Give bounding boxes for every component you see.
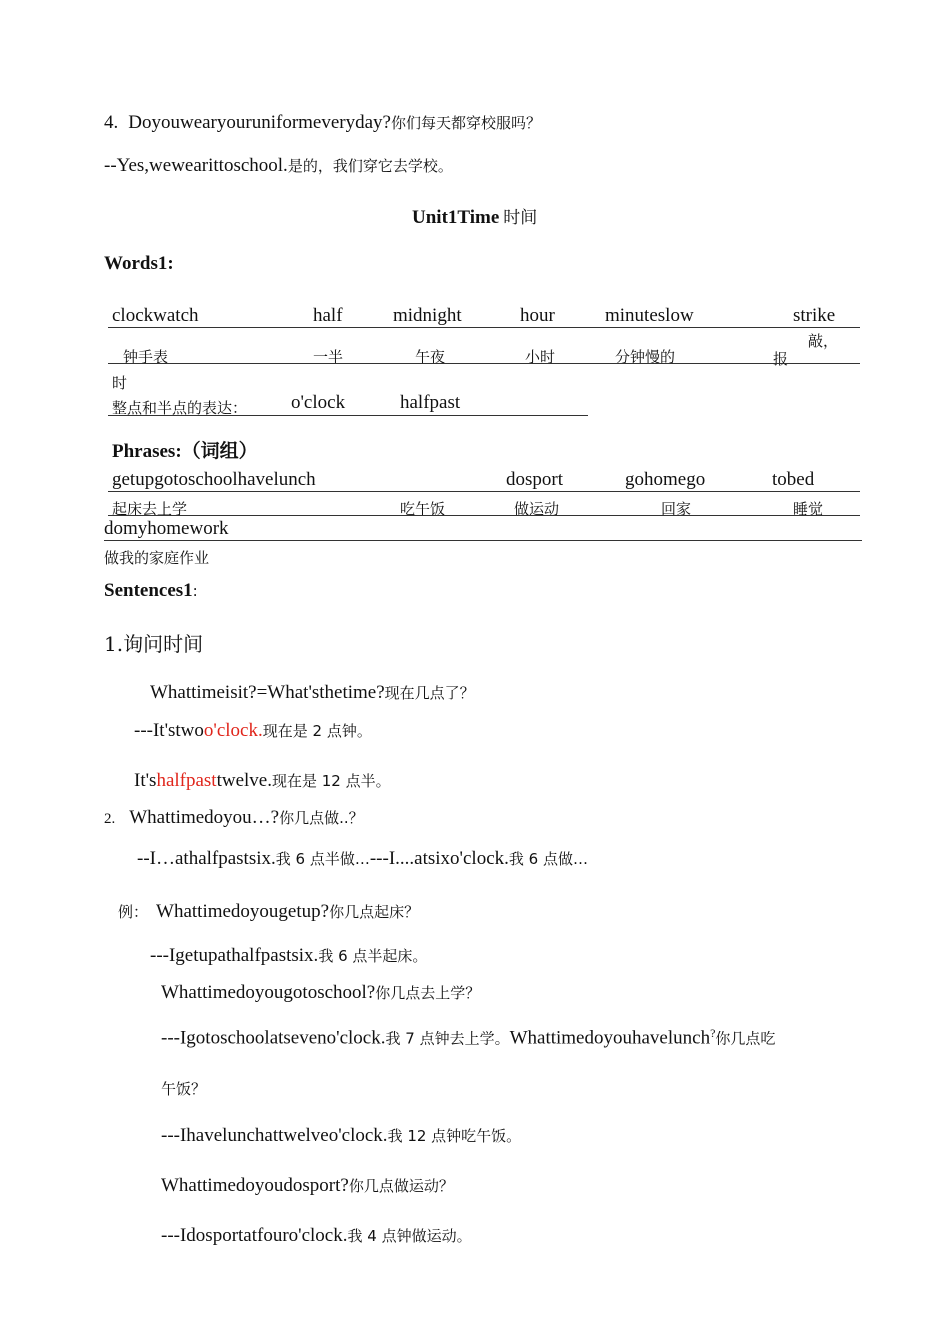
phrase-english: dosport (506, 469, 563, 490)
phrase-chinese: 做我的家庭作业 (104, 549, 210, 567)
word-english: clockwatch (112, 305, 199, 326)
word-chinese: 一半 (313, 348, 344, 366)
word-chinese: 敲， (808, 332, 839, 350)
words-heading: Words1: (104, 253, 174, 274)
phrase-chinese: 吃午饭 (400, 500, 446, 518)
expression-oclock: o'clock (291, 392, 346, 413)
table-divider (108, 327, 860, 328)
example-1-answer: ---Igetupathalfpastsix.我 6 点半起床。 (150, 945, 428, 966)
word-chinese-overflow: 时 (112, 374, 128, 392)
word-english: minuteslow (605, 305, 694, 326)
question-number: 4. (104, 112, 119, 133)
word-english: midnight (393, 305, 462, 326)
word-chinese: 午夜 (415, 348, 446, 366)
phrase-english: tobed (772, 469, 815, 490)
highlight-oclock: o'clock. (203, 720, 263, 741)
example-4-answer: ---Idosportatfouro'clock.我 4 点钟做运动。 (161, 1225, 472, 1246)
example-1-question: 例： Whattimedoyougetup?你几点起床？ (118, 901, 420, 922)
table-divider (108, 415, 588, 416)
word-chinese: 分钟慢的 (615, 348, 676, 366)
phrase-english: domyhomework (104, 518, 229, 539)
section-1-answer-1: ---It'stwoo'clock.现在是 2 点钟。 (134, 720, 372, 741)
sentences-heading: Sentences1: (104, 580, 198, 601)
answer-chinese: 是的，我们穿它去学校。 (287, 157, 453, 175)
word-english: half (313, 305, 343, 326)
word-english: hour (520, 305, 555, 326)
example-2-answer: ---Igotoschoolatseveno'clock.我 7 点钟去上学。Whattimedoyouhavelunch?你几点吃 (161, 1026, 776, 1049)
phrase-english: getupgotoschoolhavelunch (112, 469, 316, 490)
expression-halfpast: halfpast (400, 392, 461, 413)
example-4-question: Whattimedoyoudosport?你几点做运动？ (161, 1175, 454, 1196)
example-3-answer: ---Ihavelunchattwelveo'clock.我 12 点钟吃午饭。 (161, 1125, 522, 1146)
section-1-answer-2: It'shalfpasttwelve.现在是 12 点半。 (134, 770, 391, 791)
section-1-title: 1.询问时间 (104, 632, 204, 656)
table-divider (104, 540, 862, 541)
phrase-chinese: 睡觉 (793, 500, 824, 518)
section-2-question: 2. Whattimedoyou…?你几点做..？ (104, 807, 364, 828)
phrase-chinese: 做运动 (514, 500, 560, 518)
phrase-english: gohomego (625, 469, 706, 490)
example-2-question: Whattimedoyougotoschool?你几点去上学？ (161, 982, 481, 1003)
unit-title (412, 203, 537, 229)
question-english: Doyouwearyouruniformeveryday? (128, 112, 391, 133)
question-4 (104, 112, 541, 134)
question-chinese: 你们每天都穿校服吗？ (390, 114, 541, 132)
answer-english: --Yes,wewearittoschool. (104, 155, 288, 176)
section-2-answer: --I…athalfpastsix.我 6 点半做…---I....atsixo'clock.我 6 点做… (137, 848, 588, 869)
word-chinese: 小时 (525, 348, 556, 366)
phrase-chinese: 回家 (661, 500, 692, 518)
word-chinese: 报 (773, 350, 789, 368)
unit-title-english: Unit1Time (412, 207, 500, 228)
word-english: strike (793, 305, 836, 326)
word-chinese: 钟手表 (123, 348, 169, 366)
table-divider (108, 515, 860, 516)
table-divider (108, 491, 860, 492)
section-1-question: Whattimeisit?=What'sthetime?现在几点了？ (150, 682, 475, 703)
highlight-halfpast: halfpast (156, 770, 217, 791)
phrase-chinese: 起床去上学 (112, 500, 188, 518)
example-3-question-continued: 午饭？ (161, 1080, 207, 1098)
unit-title-chinese: 时间 (503, 208, 538, 228)
phrases-heading: Phrases:（词组） (112, 441, 258, 462)
expression-label: 整点和半点的表达： (112, 399, 248, 417)
table-divider (108, 363, 860, 364)
answer-4 (104, 155, 453, 177)
